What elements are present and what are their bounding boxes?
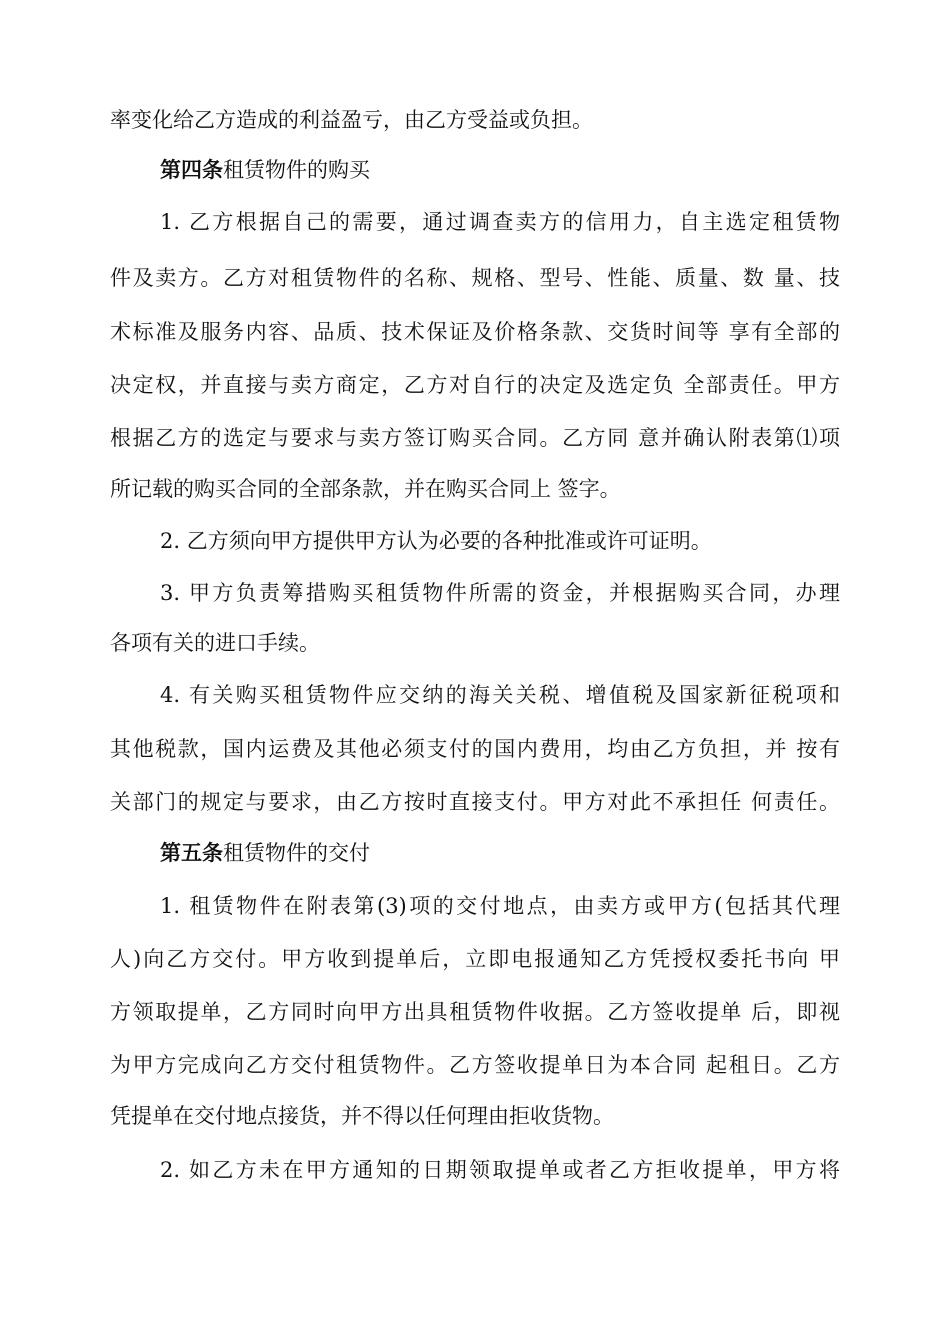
text-line: 3. 甲方负责筹措购买租赁物件所需的资金，并根据购买合同，办理 [160, 581, 840, 605]
text-line: 其他税款，国内运费及其他必须支付的国内费用，均由乙方负担，并 按有 [110, 737, 840, 761]
text-line: 4. 有关购买租赁物件应交纳的海关关税、增值税及国家新征税项和 [160, 683, 840, 707]
text-line: 2. 如乙方未在甲方通知的日期领取提单或者乙方拒收提单，甲方将 [160, 1158, 840, 1182]
article-number: 第四条 [160, 158, 223, 182]
text-line: 1. 租赁物件在附表第(3)项的交付地点，由卖方或甲方(包括其代理 [160, 894, 840, 918]
article-title: 租赁物件的交付 [223, 841, 370, 865]
article-number: 第五条 [160, 841, 223, 865]
text-line: 件及卖方。乙方对租赁物件的名称、规格、型号、性能、质量、数 量、技 [110, 266, 840, 290]
text-line: 所记载的购买合同的全部条款，并在购买合同上 签字。 [110, 477, 621, 501]
article-title: 租赁物件的购买 [223, 158, 370, 182]
text-line: 各项有关的进口手续。 [110, 631, 320, 655]
text-line: 凭提单在交付地点接货，并不得以任何理由拒收货物。 [110, 1104, 614, 1128]
text-line: 术标准及服务内容、品质、技术保证及价格条款、交货时间等 享有全部的 [110, 320, 840, 344]
article-heading [160, 838, 560, 868]
text-line: 为甲方完成向乙方交付租赁物件。乙方签收提单日为本合同 起租日。乙方 [110, 1053, 840, 1077]
text-line: 2. 乙方须向甲方提供甲方认为必要的各种批准或许可证明。 [160, 529, 712, 553]
text-line: 人)向乙方交付。甲方收到提单后，立即电报通知乙方凭授权委托书向 甲 [110, 947, 840, 971]
text-line: 率变化给乙方造成的利益盈亏，由乙方受益或负担。 [110, 108, 593, 132]
text-line: 1. 乙方根据自己的需要，通过调查卖方的信用力，自主选定租赁物 [160, 210, 840, 234]
text-line: 根据乙方的选定与要求与卖方签订购买合同。乙方同 意并确认附表第⑴项 [110, 426, 840, 450]
text-line: 方领取提单，乙方同时向甲方出具租赁物件收据。乙方签收提单 后，即视 [110, 1000, 840, 1024]
article-heading [160, 155, 560, 185]
text-line: 决定权，并直接与卖方商定，乙方对自行的决定及选定负 全部责任。甲方 [110, 373, 840, 397]
text-line: 关部门的规定与要求，由乙方按时直接支付。甲方对此不承担任 何责任。 [110, 790, 840, 814]
